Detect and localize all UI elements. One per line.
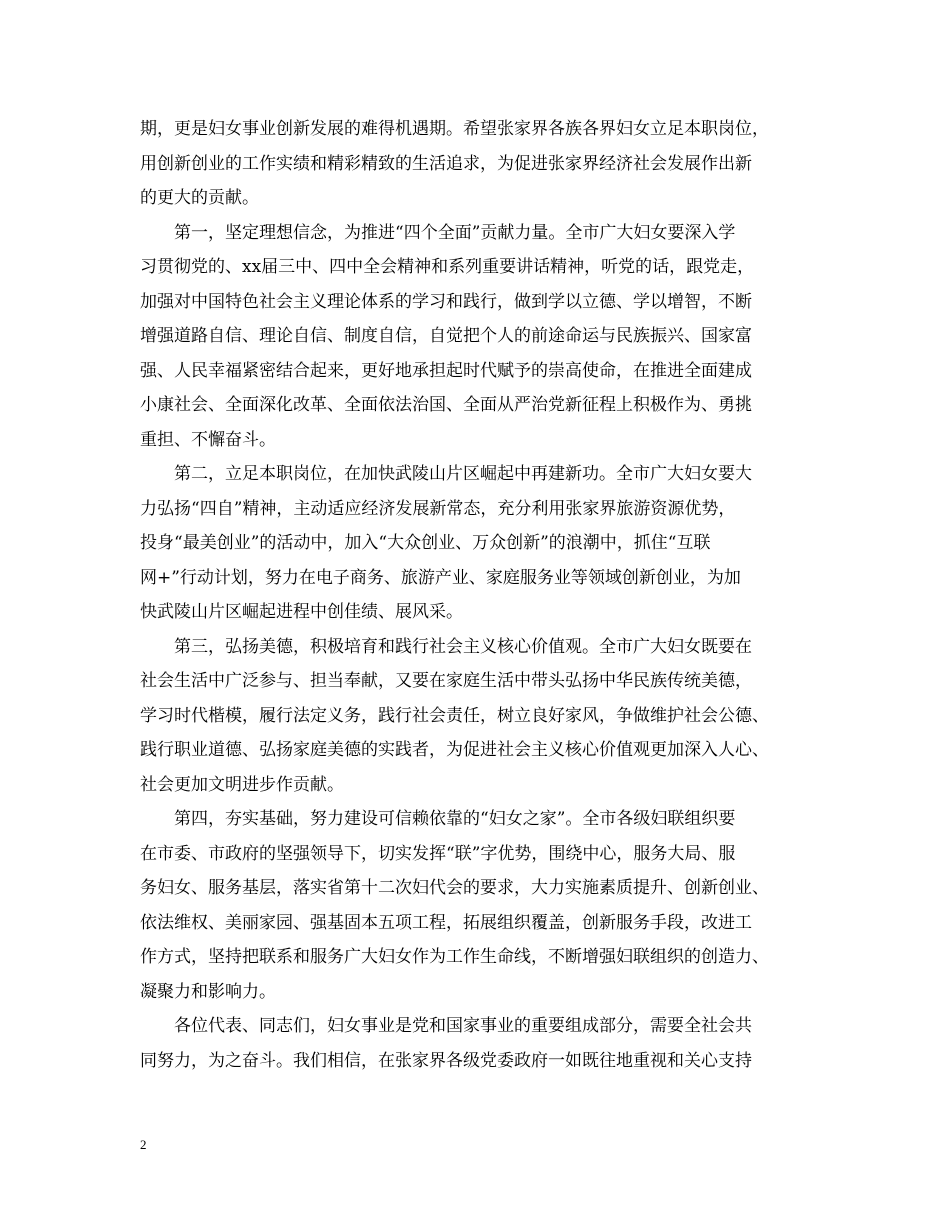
text-line: 凝聚力和影响力。 [140, 981, 276, 1002]
page-number: 2 [140, 1137, 147, 1152]
text-line: 第四，夯实基础，努力建设可信赖依靠的“妇女之家”。全市各级妇联组织要 [140, 809, 736, 829]
text-line: 同努力，为之奋斗。我们相信，在张家界各级党委政府一如既往地重视和关心支持 [140, 1050, 752, 1071]
text-line: 践行职业道德、弘扬家庭美德的实践者，为促进社会主义核心价值观更加深入人心、 [140, 740, 769, 760]
text-line: 各位代表、同志们，妇女事业是党和国家事业的重要组成部分，需要全社会共 [140, 1016, 752, 1036]
text-line: 第一，坚定理想信念，为推进“四个全面”贡献力量。全市广大妇女要深入学 [140, 222, 736, 243]
text-line: 习贯彻党的、xx届三中、四中全会精神和系列重要讲话精神，听党的话，跟党走， [140, 257, 755, 277]
text-line: 加强对中国特色社会主义理论体系的学习和践行，做到学以立德、学以增智，不断 [140, 291, 752, 312]
text-line: 期，更是妇女事业创新发展的难得机遇期。希望张家界各族各界妇女立足本职岗位， [140, 119, 769, 139]
text-line: 社会更加文明进步作贡献。 [140, 774, 344, 795]
text-line: 强、人民幸福紧密结合起来，更好地承担起时代赋予的崇高使命，在推进全面建成 [140, 360, 752, 381]
text-line: 重担、不懈奋斗。 [140, 429, 276, 450]
text-line: 力弘扬“四自”精神，主动适应经济发展新常态，充分利用张家界旅游资源优势， [140, 498, 736, 519]
text-line: 在市委、市政府的坚强领导下，切实发挥“联”字优势，围绕中心，服务大局、服 [140, 843, 736, 864]
text-line: 的更大的贡献。 [140, 188, 259, 208]
text-line: 第二，立足本职岗位，在加快武陵山片区崛起中再建新功。全市广大妇女要大 [140, 464, 752, 484]
text-line: 投身“最美创业”的活动中，加入“大众创业、万众创新”的浪潮中，抓住“互联 [140, 533, 711, 553]
text-line: 第三，弘扬美德，积极培育和践行社会主义核心价值观。全市广大妇女既要在 [140, 636, 752, 657]
text-line: 务妇女、服务基层，落实省第十二次妇代会的要求，大力实施素质提升、创新创业、 [140, 878, 769, 898]
text-line: 学习时代楷模，履行法定义务，践行社会责任，树立良好家风，争做维护社会公德、 [140, 705, 769, 726]
text-line: 作方式，坚持把联系和服务广大妇女作为工作生命线，不断增强妇联组织的创造力、 [140, 947, 769, 967]
text-line: 社会生活中广泛参与、担当奉献，又要在家庭生活中带头弘扬中华民族传统美德， [140, 671, 752, 691]
text-line: 用创新创业的工作实绩和精彩精致的生活追求，为促进张家界经济社会发展作出新 [140, 153, 752, 174]
text-line: 快武陵山片区崛起进程中创佳绩、展风采。 [140, 602, 463, 622]
document-body [140, 112, 820, 1078]
text-line: 增强道路自信、理论自信、制度自信，自觉把个人的前途命运与民族振兴、国家富 [140, 326, 752, 346]
text-line: 网+”行动计划，努力在电子商务、旅游产业、家庭服务业等领域创新创业，为加 [140, 567, 741, 588]
text-line: 依法维权、美丽家园、强基固本五项工程，拓展组织覆盖，创新服务手段，改进工 [140, 912, 752, 933]
text-line: 小康社会、全面深化改革、全面依法治国、全面从严治党新征程上积极作为、勇挑 [140, 395, 752, 415]
